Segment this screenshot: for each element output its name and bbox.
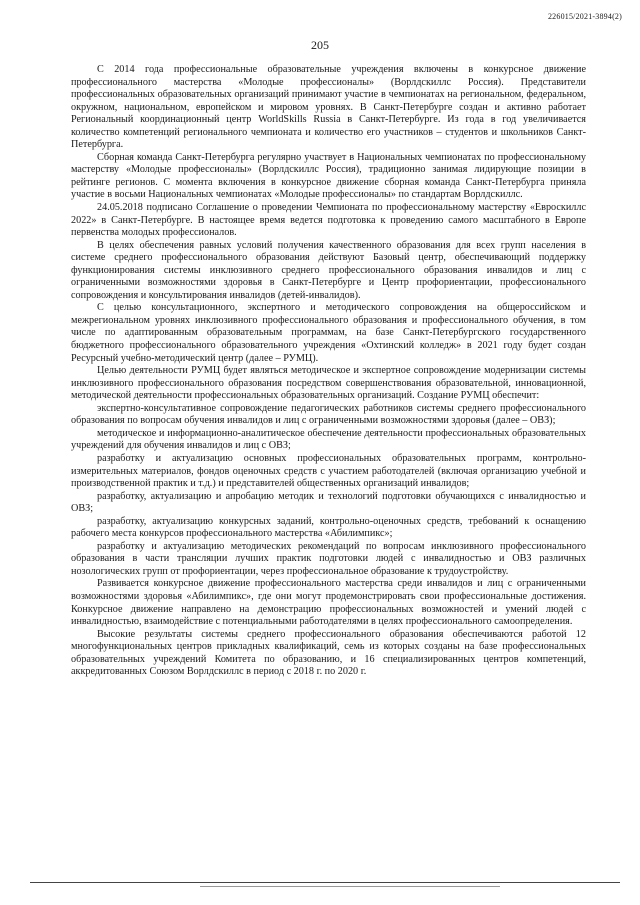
document-body (71, 64, 586, 679)
list-item: разработку, актуализацию и апробацию методик и технологий подготовки обучающихся с инвалидностью и ОВЗ; (71, 490, 586, 515)
scan-border-line (200, 886, 500, 887)
paragraph: Высокие результаты системы среднего профессионального образования обеспечиваются работой 12 многофункциональных центров прикладных квалификаций, семь из которых созданы на базе профессиональных образовательных учреждений Комитета по образованию, и 16 специализированных центров компетенций, аккредитованных Союзом Ворлдскиллс в период с 2018 г. по 2020 г. (71, 628, 586, 678)
paragraph: Сборная команда Санкт-Петербурга регулярно участвует в Национальных чемпионатах по профессиональному мастерству «Молодые профессионалы» (Ворлдскиллс Россия), традиционно занимая лидирующие позиции в рейтинге регионов. С момента включения в конкурсное движение сборная команда Санкт-Петербурга приняла участие в восьми Национальных чемпионатах «Молодые профессионалы» по стандартам Ворлдскиллс. (71, 151, 586, 201)
list-item: разработку и актуализацию основных профессиональных образовательных программ, контрольно-измерительных материалов, фондов оценочных средств с участием работодателей (включая организацию учебной и производственной практик и т.д.) и представителей общественных организаций инвалидов; (71, 452, 586, 490)
list-item: методическое и информационно-аналитическое обеспечение деятельности профессиональных образовательных учреждений для обучения инвалидов и лиц с ОВЗ; (71, 427, 586, 452)
paragraph: Целью деятельности РУМЦ будет являться методическое и экспертное сопровождение модернизации системы инклюзивного профессионального образования посредством совершенствования образовательной, инновационной, методической деятельности профессиональных образовательных организаций. Создание РУМЦ обеспечит: (71, 365, 586, 402)
paragraph: С целью консультационного, экспертного и методического сопровождения на общероссийском и межрегиональном уровнях инклюзивного профессионального образования и профессионального обучения, в том числе по адаптированным образовательным программам, на базе Санкт-Петербургского государственного бюджетного профессионального образовательного учреждения «Охтинский колледж» в 2021 году будет создан Ресурсный учебно-методический центр (далее – РУМЦ). (71, 302, 586, 364)
paragraph: С 2014 года профессиональные образовательные учреждения включены в конкурсное движение профессионального мастерства «Молодые профессионалы» (Ворлдскиллс Россия). Представители профессиональных образовательных организаций принимают участие в чемпионатах на региональном, федеральном, окружном, национальном, европейском и мировом уровнях. В Санкт-Петербурге создан и активно работает Региональный координационный центр WorldSkills Russia в Санкт-Петербурге. Из года в год увеличивается количество компетенций регионального чемпионата и количество его участников – студентов и школьников Санкт-Петербурга. (71, 64, 586, 151)
paragraph: В целях обеспечения равных условий получения качественного образования для всех групп населения в системе среднего профессионального образования действуют Базовый центр, обеспечивающий поддержку функционирования системы инклюзивного среднего профессионального образования инвалидов и лиц с ограниченными возможностями здоровья в Санкт-Петербурге и Центр профориентации, профессионального сопровождения и консультирования инвалидов (детей-инвалидов). (71, 239, 586, 301)
paragraph: 24.05.2018 подписано Соглашение о проведении Чемпионата по профессиональному мастерству «Евроскиллс 2022» в Санкт-Петербурге. В настоящее время ведется подготовка к проведению самого масштабного в Европе первенства молодых профессионалов. (71, 202, 586, 239)
scan-border-line (30, 882, 620, 883)
document-number: 226015/2021-3894(2) (547, 12, 622, 21)
paragraph: Развивается конкурсное движение профессионального мастерства среди инвалидов и лиц с ограниченными возможностями здоровья «Абилимпикс», где они могут продемонстрировать свои профессиональные достижения. Конкурсное движение направлено на демонстрацию профессиональных возможностей и умений людей с инвалидностью, взаимодействие с потенциальными работодателями в целях профессионального самоопределения. (71, 578, 586, 628)
page-number: 205 (311, 38, 329, 52)
list-item: разработку и актуализацию методических рекомендаций по вопросам инклюзивного профессионального образования в части трансляции лучших практик подготовки людей с инвалидностью и ОВЗ различных нозологических групп от профориентации, через профессиональное образование к трудоустройству. (71, 540, 586, 577)
list-item: экспертно-консультативное сопровождение педагогических работников системы среднего профессионального образования по вопросам обучения инвалидов и лиц с ограниченными возможностями здоровья (далее – ОВЗ); (71, 402, 586, 427)
list-item: разработку, актуализацию конкурсных заданий, контрольно-оценочных средств, требований к оснащению рабочего места конкурсов профессионального мастерства «Абилимпикс»; (71, 515, 586, 540)
